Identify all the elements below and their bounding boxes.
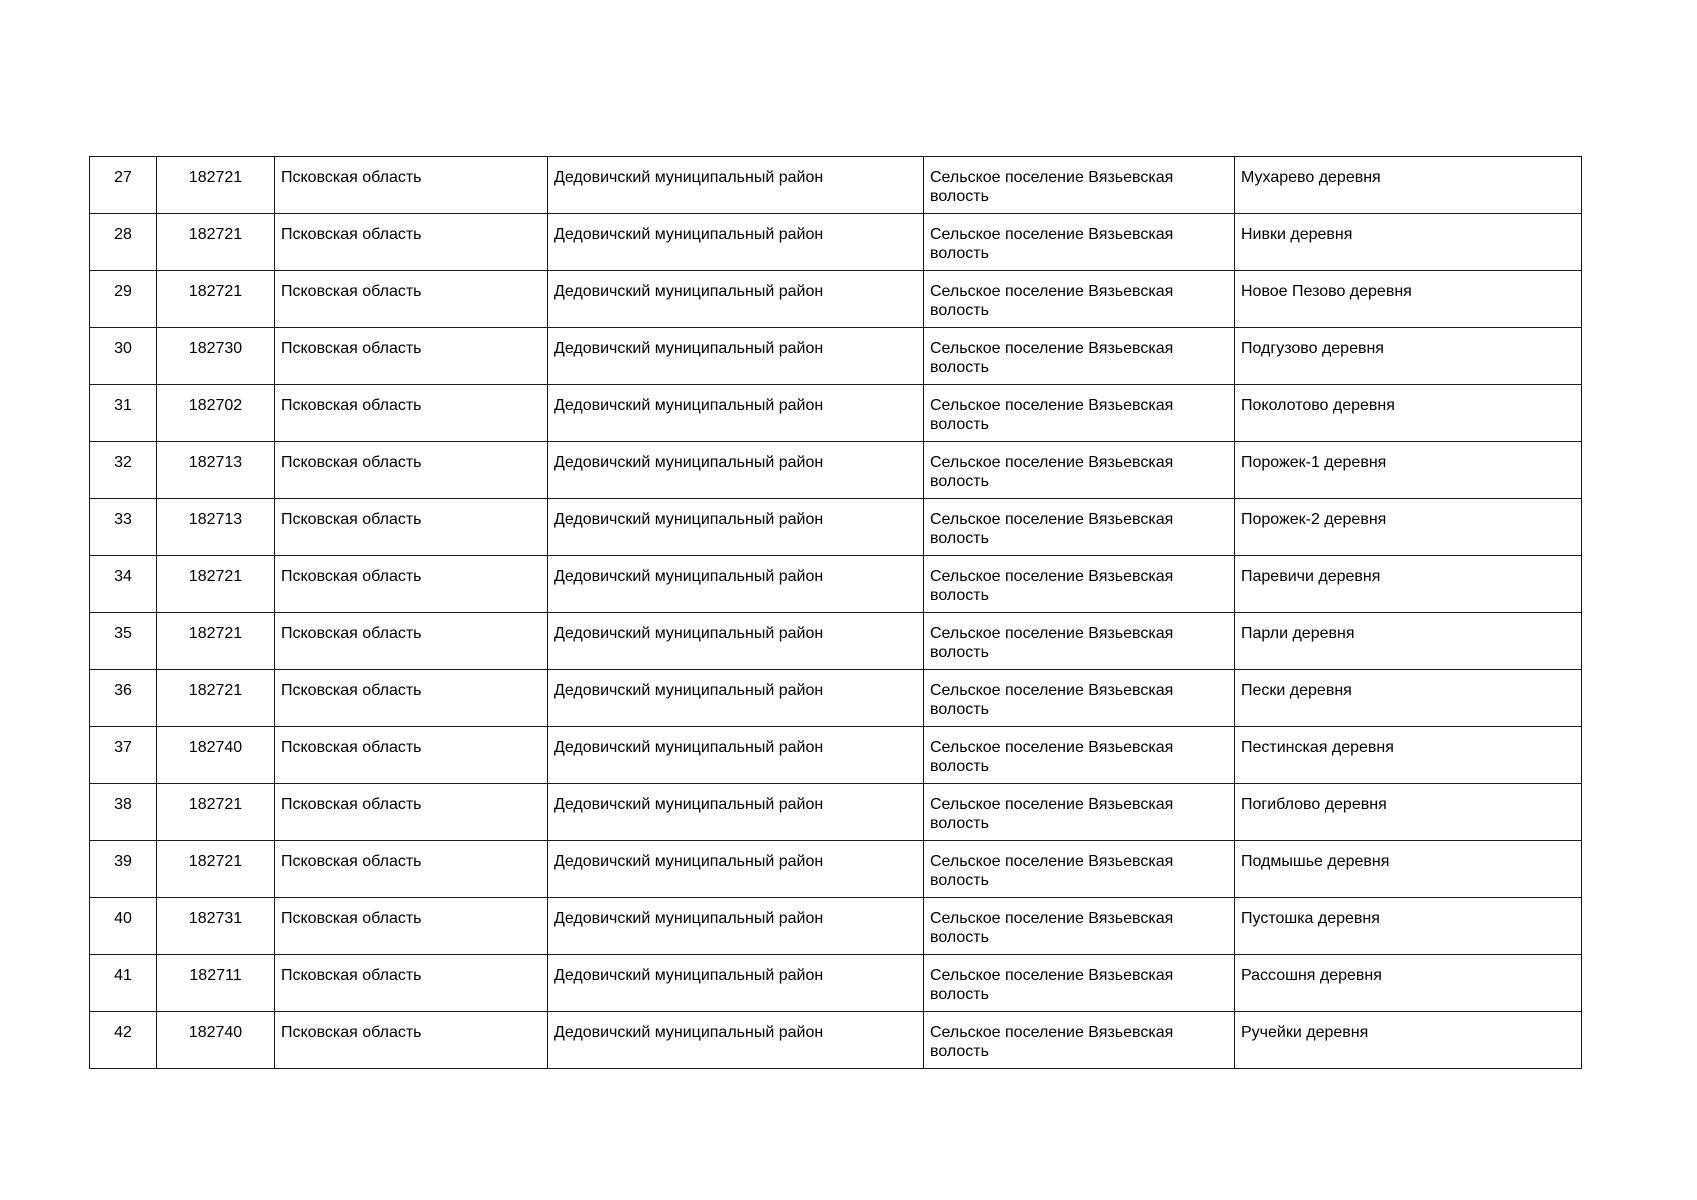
postal-index-cell: 182711 bbox=[157, 955, 275, 1012]
district-cell: Дедовичский муниципальный район bbox=[548, 328, 924, 385]
district-cell: Дедовичский муниципальный район bbox=[548, 214, 924, 271]
locality-cell: Рассошня деревня bbox=[1235, 955, 1582, 1012]
district-cell: Дедовичский муниципальный район bbox=[548, 385, 924, 442]
postal-index-cell: 182721 bbox=[157, 271, 275, 328]
table-row bbox=[90, 670, 1582, 727]
postal-index-cell: 182740 bbox=[157, 1012, 275, 1069]
postal-index-cell: 182713 bbox=[157, 442, 275, 499]
row-number-cell: 35 bbox=[90, 613, 157, 670]
settlement-cell: Сельское поселение Вязьевская волость bbox=[924, 784, 1235, 841]
region-cell: Псковская область bbox=[275, 499, 548, 556]
settlement-cell: Сельское поселение Вязьевская волость bbox=[924, 328, 1235, 385]
settlements-table bbox=[89, 156, 1582, 1069]
postal-index-cell: 182740 bbox=[157, 727, 275, 784]
region-cell: Псковская область bbox=[275, 214, 548, 271]
table-row bbox=[90, 442, 1582, 499]
postal-index-cell: 182721 bbox=[157, 670, 275, 727]
locality-cell: Нивки деревня bbox=[1235, 214, 1582, 271]
district-cell: Дедовичский муниципальный район bbox=[548, 442, 924, 499]
district-cell: Дедовичский муниципальный район bbox=[548, 670, 924, 727]
postal-index-cell: 182721 bbox=[157, 556, 275, 613]
settlement-cell: Сельское поселение Вязьевская волость bbox=[924, 841, 1235, 898]
row-number-cell: 30 bbox=[90, 328, 157, 385]
region-cell: Псковская область bbox=[275, 328, 548, 385]
row-number-cell: 38 bbox=[90, 784, 157, 841]
settlement-cell: Сельское поселение Вязьевская волость bbox=[924, 670, 1235, 727]
table-row bbox=[90, 841, 1582, 898]
district-cell: Дедовичский муниципальный район bbox=[548, 271, 924, 328]
locality-cell: Пустошка деревня bbox=[1235, 898, 1582, 955]
postal-index-cell: 182721 bbox=[157, 157, 275, 214]
settlement-cell: Сельское поселение Вязьевская волость bbox=[924, 214, 1235, 271]
district-cell: Дедовичский муниципальный район bbox=[548, 784, 924, 841]
settlement-cell: Сельское поселение Вязьевская волость bbox=[924, 556, 1235, 613]
locality-cell: Порожек-1 деревня bbox=[1235, 442, 1582, 499]
settlement-cell: Сельское поселение Вязьевская волость bbox=[924, 613, 1235, 670]
row-number-cell: 40 bbox=[90, 898, 157, 955]
row-number-cell: 29 bbox=[90, 271, 157, 328]
settlement-cell: Сельское поселение Вязьевская волость bbox=[924, 898, 1235, 955]
settlement-cell: Сельское поселение Вязьевская волость bbox=[924, 271, 1235, 328]
region-cell: Псковская область bbox=[275, 841, 548, 898]
postal-index-cell: 182731 bbox=[157, 898, 275, 955]
row-number-cell: 39 bbox=[90, 841, 157, 898]
district-cell: Дедовичский муниципальный район bbox=[548, 898, 924, 955]
table-row bbox=[90, 157, 1582, 214]
region-cell: Псковская область bbox=[275, 727, 548, 784]
table-row bbox=[90, 328, 1582, 385]
row-number-cell: 36 bbox=[90, 670, 157, 727]
settlement-cell: Сельское поселение Вязьевская волость bbox=[924, 499, 1235, 556]
settlement-cell: Сельское поселение Вязьевская волость bbox=[924, 955, 1235, 1012]
row-number-cell: 37 bbox=[90, 727, 157, 784]
table-row bbox=[90, 727, 1582, 784]
table-row bbox=[90, 955, 1582, 1012]
table-row bbox=[90, 214, 1582, 271]
locality-cell: Новое Пезово деревня bbox=[1235, 271, 1582, 328]
district-cell: Дедовичский муниципальный район bbox=[548, 727, 924, 784]
row-number-cell: 33 bbox=[90, 499, 157, 556]
district-cell: Дедовичский муниципальный район bbox=[548, 556, 924, 613]
table-row bbox=[90, 556, 1582, 613]
table-body bbox=[90, 157, 1582, 1069]
settlement-cell: Сельское поселение Вязьевская волость bbox=[924, 442, 1235, 499]
district-cell: Дедовичский муниципальный район bbox=[548, 157, 924, 214]
region-cell: Псковская область bbox=[275, 157, 548, 214]
postal-index-cell: 182721 bbox=[157, 613, 275, 670]
settlement-cell: Сельское поселение Вязьевская волость bbox=[924, 727, 1235, 784]
region-cell: Псковская область bbox=[275, 271, 548, 328]
locality-cell: Порожек-2 деревня bbox=[1235, 499, 1582, 556]
table-row bbox=[90, 1012, 1582, 1069]
row-number-cell: 42 bbox=[90, 1012, 157, 1069]
district-cell: Дедовичский муниципальный район bbox=[548, 841, 924, 898]
region-cell: Псковская область bbox=[275, 1012, 548, 1069]
region-cell: Псковская область bbox=[275, 613, 548, 670]
table-row bbox=[90, 784, 1582, 841]
postal-index-cell: 182730 bbox=[157, 328, 275, 385]
postal-index-cell: 182721 bbox=[157, 841, 275, 898]
row-number-cell: 28 bbox=[90, 214, 157, 271]
row-number-cell: 32 bbox=[90, 442, 157, 499]
locality-cell: Подгузово деревня bbox=[1235, 328, 1582, 385]
region-cell: Псковская область bbox=[275, 784, 548, 841]
table-row bbox=[90, 499, 1582, 556]
row-number-cell: 27 bbox=[90, 157, 157, 214]
table-row bbox=[90, 271, 1582, 328]
locality-cell: Погиблово деревня bbox=[1235, 784, 1582, 841]
region-cell: Псковская область bbox=[275, 442, 548, 499]
region-cell: Псковская область bbox=[275, 898, 548, 955]
row-number-cell: 31 bbox=[90, 385, 157, 442]
table-row bbox=[90, 898, 1582, 955]
locality-cell: Пестинская деревня bbox=[1235, 727, 1582, 784]
postal-index-cell: 182721 bbox=[157, 784, 275, 841]
settlement-cell: Сельское поселение Вязьевская волость bbox=[924, 1012, 1235, 1069]
row-number-cell: 34 bbox=[90, 556, 157, 613]
district-cell: Дедовичский муниципальный район bbox=[548, 613, 924, 670]
locality-cell: Поколотово деревня bbox=[1235, 385, 1582, 442]
postal-index-cell: 182702 bbox=[157, 385, 275, 442]
locality-cell: Парли деревня bbox=[1235, 613, 1582, 670]
region-cell: Псковская область bbox=[275, 955, 548, 1012]
locality-cell: Пески деревня bbox=[1235, 670, 1582, 727]
postal-index-cell: 182713 bbox=[157, 499, 275, 556]
district-cell: Дедовичский муниципальный район bbox=[548, 1012, 924, 1069]
locality-cell: Мухарево деревня bbox=[1235, 157, 1582, 214]
table-row bbox=[90, 385, 1582, 442]
district-cell: Дедовичский муниципальный район bbox=[548, 499, 924, 556]
table-row bbox=[90, 613, 1582, 670]
region-cell: Псковская область bbox=[275, 385, 548, 442]
locality-cell: Паревичи деревня bbox=[1235, 556, 1582, 613]
settlement-cell: Сельское поселение Вязьевская волость bbox=[924, 157, 1235, 214]
settlement-cell: Сельское поселение Вязьевская волость bbox=[924, 385, 1235, 442]
locality-cell: Ручейки деревня bbox=[1235, 1012, 1582, 1069]
postal-index-cell: 182721 bbox=[157, 214, 275, 271]
locality-cell: Подмышье деревня bbox=[1235, 841, 1582, 898]
region-cell: Псковская область bbox=[275, 556, 548, 613]
region-cell: Псковская область bbox=[275, 670, 548, 727]
row-number-cell: 41 bbox=[90, 955, 157, 1012]
district-cell: Дедовичский муниципальный район bbox=[548, 955, 924, 1012]
